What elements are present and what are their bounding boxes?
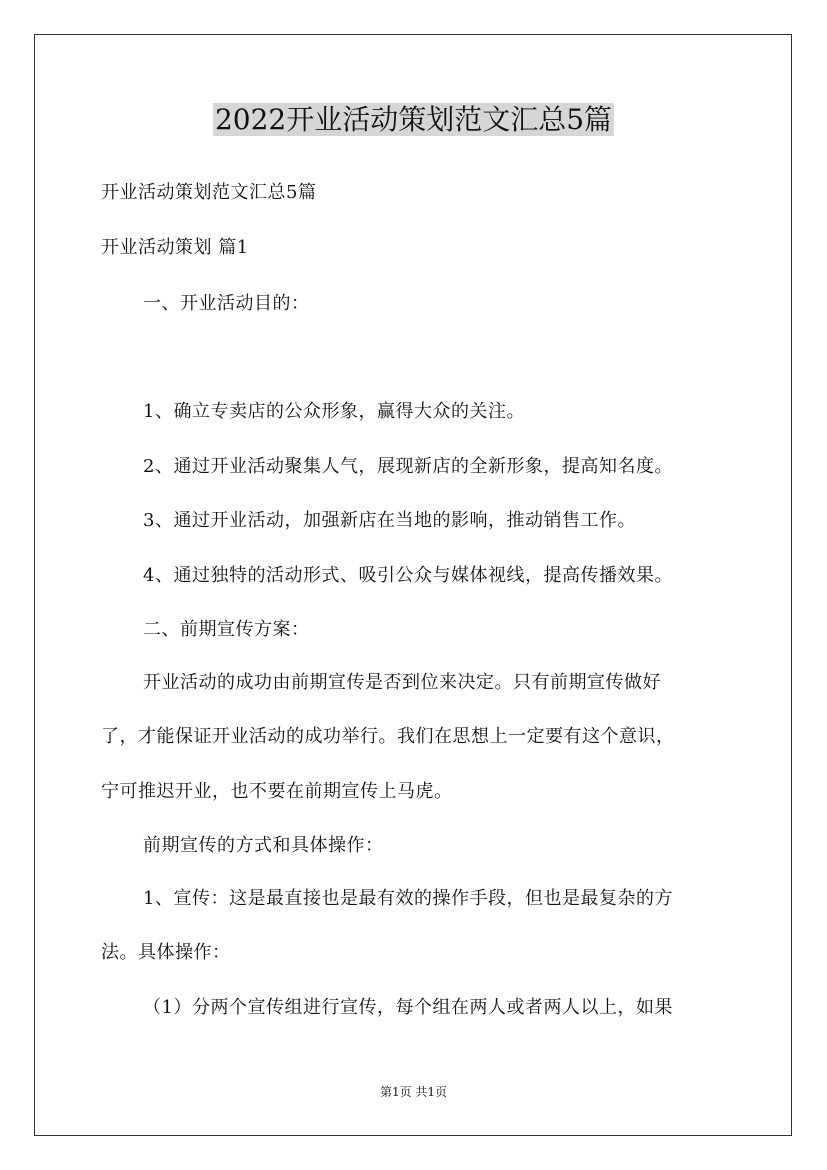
heading-purpose: 一、开业活动目的： — [143, 293, 310, 314]
paragraph-line: 宁可推迟开业，也不要在前期宣传上马虎。 — [101, 781, 453, 802]
document-title-text: 2022开业活动策划范文汇总5篇 — [214, 103, 613, 136]
paragraph-line: 开业活动的成功由前期宣传是否到位来决定。只有前期宣传做好 — [143, 672, 661, 693]
paragraph-line: 法。具体操作： — [101, 942, 231, 963]
paragraph-line: 2、通过开业活动聚集人气，展现新店的全新形象，提高知名度。 — [143, 456, 673, 477]
subtitle-line: 开业活动策划范文汇总5篇 — [101, 182, 317, 203]
section-heading-line: 开业活动策划 篇1 — [101, 237, 249, 258]
document-title — [0, 100, 827, 140]
paragraph-line: 1、宣传：这是最直接也是最有效的操作手段，但也是最复杂的方 — [143, 888, 673, 909]
heading-promotion: 二、前期宣传方案： — [143, 619, 310, 640]
paragraph-line: 4、通过独特的活动形式、吸引公众与媒体视线，提高传播效果。 — [143, 565, 673, 586]
paragraph-line: 1、确立专卖店的公众形象，赢得大众的关注。 — [143, 401, 525, 422]
paragraph-line: （1）分两个宣传组进行宣传，每个组在两人或者两人以上，如果 — [143, 997, 673, 1018]
paragraph-line: 3、通过开业活动，加强新店在当地的影响，推动销售工作。 — [143, 510, 636, 531]
paragraph-line: 了，才能保证开业活动的成功举行。我们在思想上一定要有这个意识， — [101, 726, 675, 747]
page-footer: 第1页 共1页 — [379, 1085, 448, 1099]
paragraph-line: 前期宣传的方式和具体操作： — [143, 835, 384, 856]
